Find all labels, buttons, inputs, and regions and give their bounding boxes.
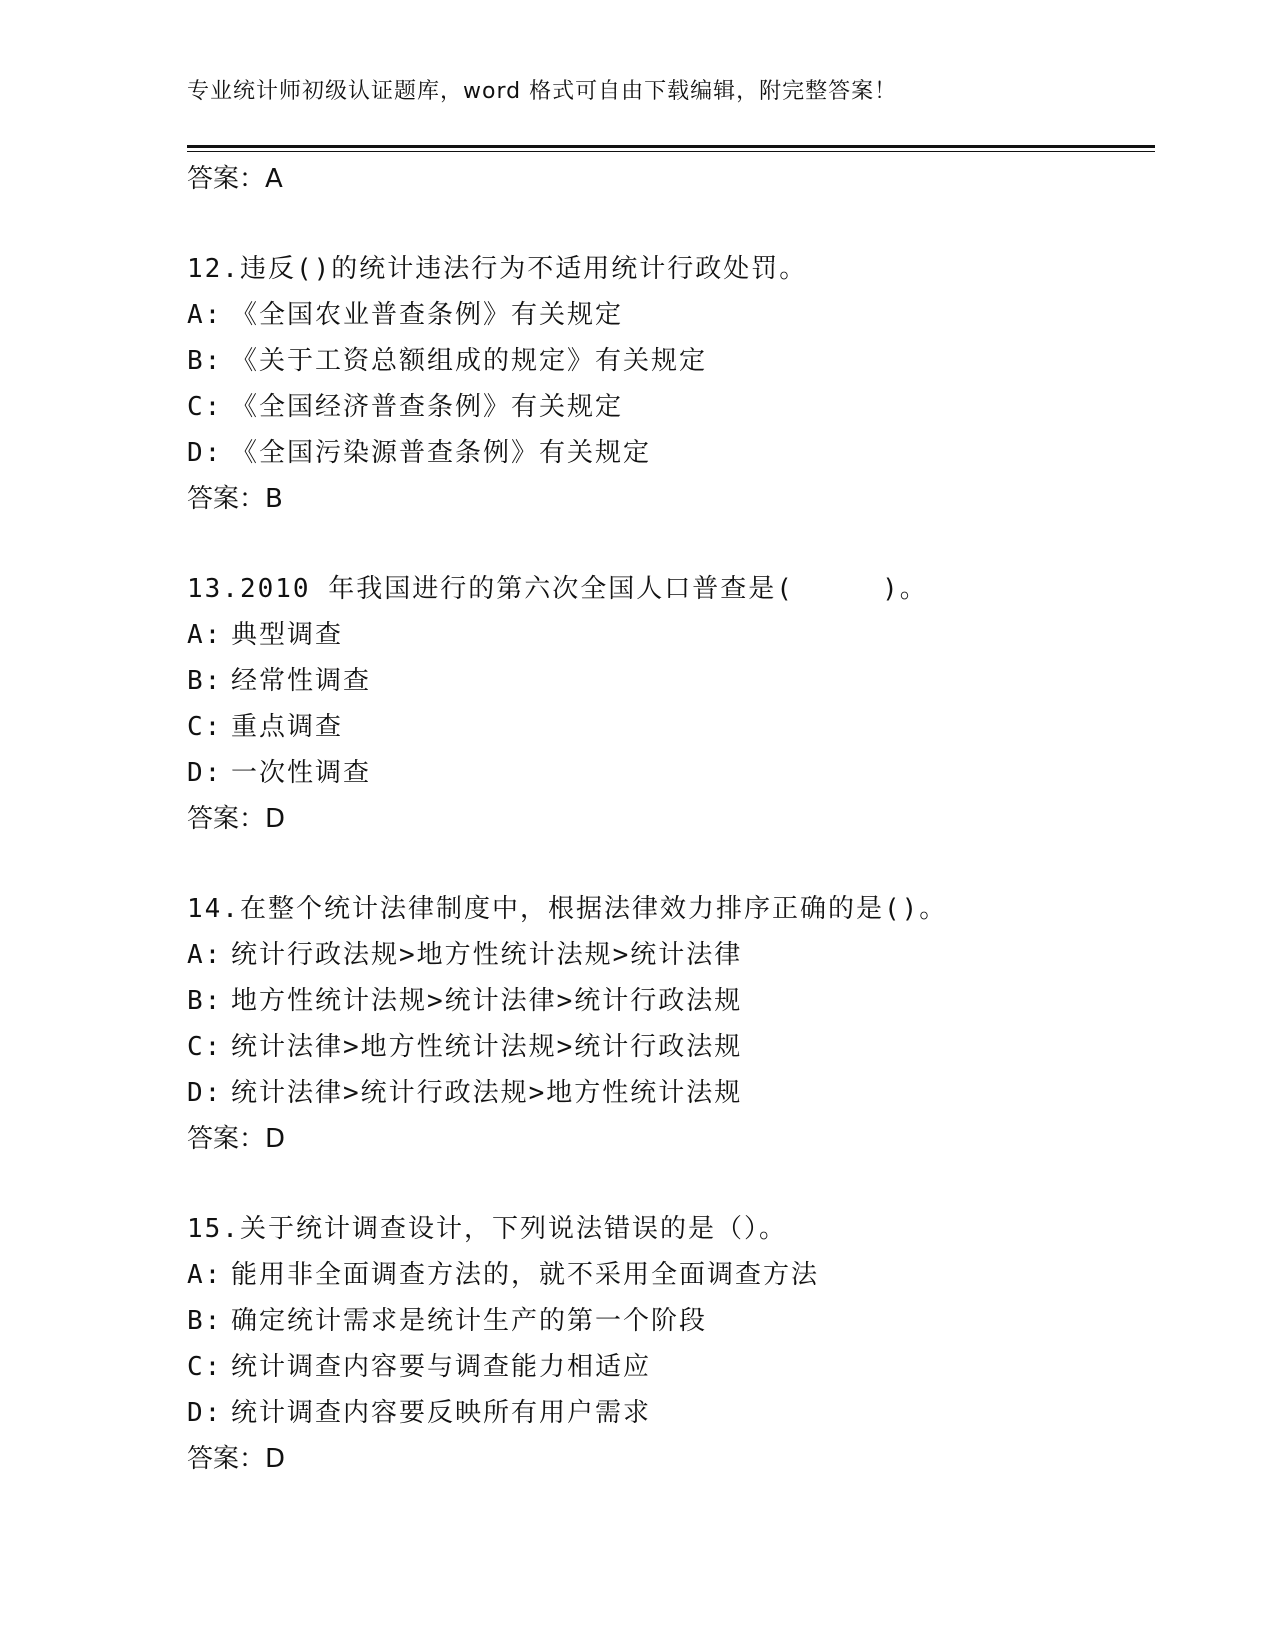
header-divider [187, 145, 1155, 148]
question-stem: 13.2010 年我国进行的第六次全国人口普查是( )。 [187, 574, 928, 604]
option-key: A: [187, 300, 223, 330]
option-d [187, 1390, 1155, 1436]
option-key: C: [187, 712, 223, 742]
option-b [187, 338, 1155, 384]
option-key: C: [187, 392, 223, 422]
option-text: 统计调查内容要反映所有用户需求 [231, 1398, 652, 1428]
option-text: 能用非全面调查方法的，就不采用全面调查方法 [231, 1260, 820, 1290]
option-text: 典型调查 [231, 620, 344, 650]
option-c [187, 704, 1155, 750]
option-key: B: [187, 986, 223, 1016]
option-text: 统计行政法规>地方性统计法规>统计法律 [231, 940, 743, 970]
option-text: 统计调查内容要与调查能力相适应 [231, 1352, 652, 1382]
answer: 答案：D [187, 804, 286, 834]
option-b [187, 658, 1155, 704]
option-text: 《关于工资总额组成的规定》有关规定 [231, 346, 708, 376]
option-key: B: [187, 666, 223, 696]
option-a [187, 932, 1155, 978]
question-15 [187, 1206, 1155, 1482]
option-text: 《全国农业普查条例》有关规定 [231, 300, 624, 330]
question-12 [187, 246, 1155, 522]
option-key: B: [187, 346, 223, 376]
header-divider-thin [187, 151, 1155, 152]
question-stem: 15.关于统计调查设计，下列说法错误的是（）。 [187, 1214, 787, 1244]
option-key: A: [187, 1260, 223, 1290]
previous-answer: 答案：A [187, 164, 283, 194]
answer: 答案：D [187, 1124, 286, 1154]
option-key: C: [187, 1352, 223, 1382]
option-text: 统计法律>统计行政法规>地方性统计法规 [231, 1078, 743, 1108]
answer: 答案：B [187, 484, 283, 514]
option-c [187, 1344, 1155, 1390]
option-key: D: [187, 1398, 223, 1428]
option-text: 地方性统计法规>统计法律>统计行政法规 [231, 986, 743, 1016]
option-text: 确定统计需求是统计生产的第一个阶段 [231, 1306, 708, 1336]
option-key: B: [187, 1306, 223, 1336]
option-text: 经常性调查 [231, 666, 372, 696]
option-a [187, 1252, 1155, 1298]
option-a [187, 612, 1155, 658]
question-stem: 14.在整个统计法律制度中，根据法律效力排序正确的是()。 [187, 894, 948, 924]
option-d [187, 430, 1155, 476]
option-key: A: [187, 940, 223, 970]
option-key: D: [187, 438, 223, 468]
question-13 [187, 566, 1155, 842]
option-text: 《全国污染源普查条例》有关规定 [231, 438, 652, 468]
option-b [187, 978, 1155, 1024]
option-key: A: [187, 620, 223, 650]
question-stem: 12.违反()的统计违法行为不适用统计行政处罚。 [187, 254, 808, 284]
option-key: D: [187, 758, 223, 788]
option-a [187, 292, 1155, 338]
option-key: C: [187, 1032, 223, 1062]
answer: 答案：D [187, 1444, 286, 1474]
option-d [187, 750, 1155, 796]
option-c [187, 384, 1155, 430]
option-key: D: [187, 1078, 223, 1108]
option-c [187, 1024, 1155, 1070]
question-list [187, 156, 1155, 1482]
option-text: 《全国经济普查条例》有关规定 [231, 392, 624, 422]
option-b [187, 1298, 1155, 1344]
option-text: 一次性调查 [231, 758, 372, 788]
option-d [187, 1070, 1155, 1116]
question-14 [187, 886, 1155, 1162]
option-text: 统计法律>地方性统计法规>统计行政法规 [231, 1032, 743, 1062]
option-text: 重点调查 [231, 712, 344, 742]
page-header: 专业统计师初级认证题库，word 格式可自由下载编辑，附完整答案！ [187, 79, 898, 104]
